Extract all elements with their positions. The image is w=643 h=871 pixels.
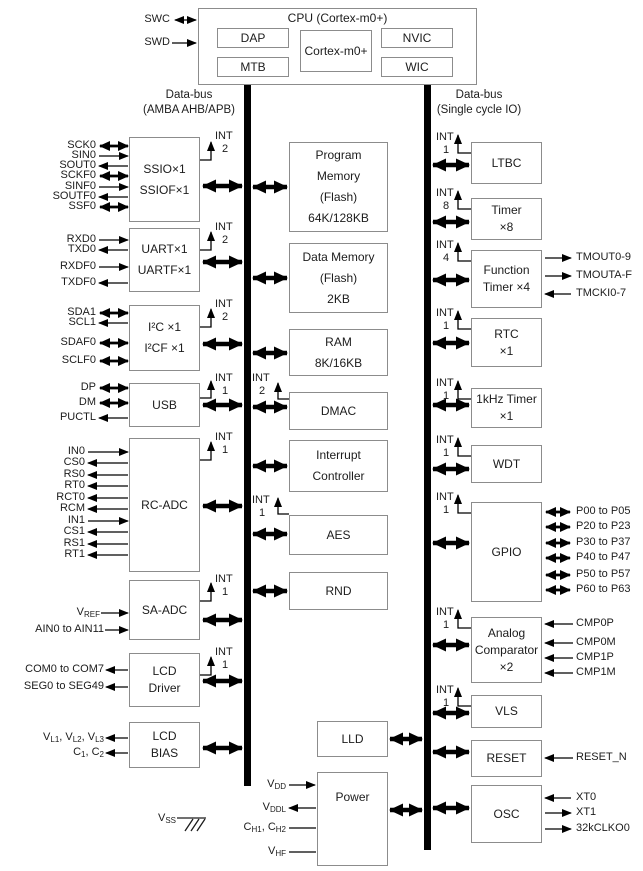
signal-label-rxd0: RXD0: [66, 233, 96, 245]
label-part: V: [267, 778, 275, 790]
block-ssio: [129, 137, 200, 222]
int-dmac: [252, 372, 270, 398]
block-rc-adc: [129, 438, 200, 572]
block-label: USB: [152, 397, 177, 412]
signal-label-rt0: RT0: [64, 479, 85, 491]
block-label: SA-ADC: [141, 602, 188, 617]
block-ltbc: [471, 142, 542, 184]
int-count: 8: [443, 200, 450, 212]
block-label: Timer: [491, 203, 522, 217]
int-arrow-ltbc: [458, 135, 471, 153]
int-count: 2: [259, 385, 266, 397]
int-arrow-rc-adc: [200, 442, 211, 460]
signal-label-dp: DP: [80, 381, 96, 393]
signal-label-p30-p37: P30 to P37: [576, 536, 631, 548]
ahb-bus-label: [134, 88, 244, 118]
block-label: Comparator: [474, 642, 539, 657]
label-part: V: [43, 731, 51, 743]
signal-label-vss: [120, 812, 176, 827]
block-dmac: [289, 392, 388, 430]
signal-label-vdd: [180, 778, 286, 793]
block-label: I²CF ×1: [144, 341, 185, 355]
block-label: ×2: [499, 659, 514, 674]
block-program-memory: [289, 142, 388, 232]
block-label: Function: [483, 263, 530, 277]
signal-label-p60-p63: P60 to P63: [576, 583, 631, 595]
block-label: LCD: [152, 729, 177, 743]
block-label: RAM: [325, 334, 352, 349]
block-label: BIAS: [150, 746, 179, 760]
ahb-apb-bus: [244, 85, 251, 786]
signal-label-rs1: RS1: [63, 537, 85, 549]
bus-label-line2: (AMBA AHB/APB): [142, 104, 236, 116]
int-arrow-ssio: [200, 142, 211, 160]
label-part: V: [76, 606, 84, 618]
label-part-sub: SS: [165, 816, 176, 825]
block-label: UART×1: [141, 242, 188, 256]
int-label: INT: [436, 187, 454, 199]
signal-label-cmp0m: CMP0M: [576, 636, 616, 648]
block-ram: [289, 329, 388, 376]
int-label: INT: [252, 372, 270, 384]
block-label: Memory: [316, 169, 361, 183]
signal-label-vl123: [8, 731, 104, 746]
int-arrow-function-timer: [458, 243, 471, 261]
int-arrow-sa-adc: [200, 583, 211, 601]
block-label: LTBC: [491, 155, 522, 170]
int-i2c: [215, 298, 233, 324]
block-label: DAP: [240, 30, 266, 45]
signal-label-reset-n: RESET_N: [576, 751, 627, 763]
block-label: RESET: [486, 751, 527, 765]
int-timer: [436, 187, 454, 213]
label-part: V: [157, 812, 166, 824]
int-ltbc: [436, 131, 454, 157]
signal-label-rct0: RCT0: [56, 491, 85, 503]
block-label: Data Memory: [302, 249, 375, 264]
label-part: V: [262, 801, 270, 813]
int-function-timer: [436, 239, 454, 265]
label-part: , V: [81, 731, 96, 743]
block-reset: [471, 740, 542, 777]
block-vls: [471, 695, 542, 728]
signal-label-sclf0: SCLF0: [61, 354, 96, 366]
int-arrow-vls: [458, 688, 471, 706]
block-label: WDT: [492, 456, 521, 471]
int-count: 1: [443, 320, 450, 332]
signal-label-rs0: RS0: [63, 468, 85, 480]
block-power: [317, 772, 388, 866]
signal-label-p20-p23: P20 to P23: [576, 520, 631, 532]
int-vls: [436, 684, 454, 710]
signal-label-ssf0: SSF0: [68, 200, 96, 212]
block-nvic: [381, 28, 453, 48]
int-arrow-gpio: [458, 495, 471, 513]
label-part: V: [267, 845, 276, 857]
int-arrow-aes: [278, 498, 289, 514]
block-label: RC-ADC: [141, 497, 188, 512]
block-i2c: [129, 305, 200, 371]
signal-label-xt0: XT0: [576, 791, 597, 803]
block-label: MTB: [240, 59, 266, 74]
int-rc-adc: [215, 431, 233, 457]
cpu-signal-arrows: [172, 20, 196, 43]
int-gpio: [436, 491, 454, 517]
int-rtc: [436, 307, 454, 333]
int-arrow-rtc: [458, 311, 471, 329]
int-count: 1: [443, 504, 450, 516]
signal-label-sckf0: SCKF0: [60, 169, 96, 181]
block-interrupt-controller: [289, 440, 388, 492]
block-gpio: [471, 502, 542, 602]
block-label: RND: [325, 583, 352, 598]
int-arrow-wdt: [458, 438, 471, 456]
signal-label-cmp0p: CMP0P: [576, 617, 614, 629]
int-sa-adc: [215, 573, 233, 599]
bus-label-line1: Data-bus: [165, 89, 213, 101]
int-count: 1: [443, 697, 450, 709]
signal-label-sinf0: SINF0: [64, 180, 96, 192]
block-analog-comparator: [471, 617, 542, 683]
signal-label-tmouta-f: TMOUTA-F: [576, 269, 633, 281]
block-label: I²C ×1: [147, 320, 181, 334]
int-wdt: [436, 434, 454, 460]
block-osc: [471, 785, 542, 843]
block-cortex-m0plus: [300, 30, 372, 72]
int-label: INT: [436, 131, 454, 143]
int-uart: [215, 221, 233, 247]
signal-label-sdaf0: SDAF0: [60, 336, 96, 348]
signal-label-32kclko0: 32kCLKO0: [576, 822, 630, 834]
int-count: 2: [222, 143, 229, 155]
int-count: 4: [443, 252, 450, 264]
block-label: RTC: [494, 326, 519, 341]
int-count: 1: [443, 619, 450, 631]
block-timer: [471, 198, 542, 240]
block-mtb: [217, 57, 289, 77]
block-label: 64K/128KB: [308, 211, 369, 225]
signal-label-puctl: PUCTL: [59, 411, 96, 423]
block-label: OSC: [493, 806, 520, 821]
label-part-sub: H1: [251, 825, 262, 834]
block-label: Interrupt: [316, 448, 361, 462]
power-pin-arrows: [289, 785, 316, 852]
int-label: INT: [215, 130, 233, 142]
signal-label-scl1: SCL1: [68, 316, 96, 328]
label-part-sub: DD: [274, 782, 286, 791]
block-data-memory: [289, 243, 388, 313]
cpu-title: CPU (Cortex-m0+): [287, 11, 388, 25]
block-uart: [129, 228, 200, 292]
block-label: Program: [315, 148, 362, 162]
signal-label-ain: AIN0 to AIN11: [35, 623, 104, 635]
label-part: , C: [261, 821, 276, 833]
int-ssio: [215, 130, 233, 156]
block-label: ×1: [499, 409, 514, 423]
label-part-sub: L2: [72, 735, 82, 744]
bus-label-line1: Data-bus: [455, 89, 503, 101]
signal-label-vhf: [180, 845, 286, 860]
block-label: DMAC: [320, 403, 357, 418]
block-label: (Flash): [319, 190, 358, 204]
io-bus-label: [424, 88, 534, 118]
int-label: INT: [436, 307, 454, 319]
int-label: INT: [215, 298, 233, 310]
int-label: INT: [215, 221, 233, 233]
signal-label-ch12: [180, 821, 286, 836]
signal-label-p50-p57: P50 to P57: [576, 568, 631, 580]
label-part-sub: H2: [275, 825, 286, 834]
block-label: ×8: [499, 220, 514, 234]
int-count: 1: [222, 444, 229, 456]
int-aes: [252, 494, 270, 520]
signal-label-sin0: SIN0: [71, 149, 96, 161]
signal-label-tmcki0-7: TMCKI0-7: [576, 287, 627, 299]
block-label: LLD: [341, 731, 364, 746]
block-label: SSIOF×1: [139, 182, 190, 197]
signal-label-soutf0: SOUTF0: [52, 190, 96, 202]
int-label: INT: [436, 491, 454, 503]
int-count: 1: [222, 586, 229, 598]
signal-label-in1: IN1: [67, 514, 85, 526]
signal-label-seg: SEG0 to SEG49: [23, 680, 104, 692]
int-label: INT: [436, 606, 454, 618]
int-count: 2: [222, 311, 229, 323]
block-lld: [317, 721, 388, 757]
int-arrow-analog-comparator: [458, 610, 471, 628]
int-count: 1: [222, 385, 229, 397]
label-part: C: [243, 821, 252, 833]
label-part-sub: DDL: [269, 805, 286, 814]
block-label: Analog: [487, 625, 526, 640]
signal-label-sck0: SCK0: [67, 139, 96, 151]
signal-label-in0: IN0: [67, 445, 85, 457]
block-lcd-bias: [129, 722, 200, 768]
block-dap: [217, 28, 289, 48]
block-usb: [129, 383, 200, 427]
signal-label-p40-p47: P40 to P47: [576, 551, 631, 563]
int-analog-comparator: [436, 606, 454, 632]
label-part: , C: [85, 746, 100, 758]
int-arrow-i2c: [200, 309, 211, 327]
block-label: AES: [326, 527, 351, 542]
signal-label-tmout0-9: TMOUT0-9: [576, 251, 631, 263]
block-function-timer: [471, 250, 542, 308]
signal-label-rt1: RT1: [64, 548, 85, 560]
block-label: UARTF×1: [137, 263, 192, 277]
int-count: 1: [443, 144, 450, 156]
block-label: VLS: [495, 704, 518, 718]
int-count: 1: [259, 507, 266, 519]
block-1khz-timer: [471, 388, 542, 428]
block-label: 1kHz Timer: [476, 392, 537, 406]
signal-label-txdf0: TXDF0: [61, 276, 96, 288]
block-rtc: [471, 318, 542, 367]
int-label: INT: [215, 372, 233, 384]
signal-label-sda1: SDA1: [67, 306, 96, 318]
bus-label-line2: (Single cycle IO): [436, 104, 522, 116]
int-arrow-timer: [458, 191, 471, 209]
label-part-sub: HF: [275, 849, 286, 858]
int-label: INT: [436, 377, 454, 389]
block-label: 2KB: [327, 291, 350, 306]
int-label: INT: [436, 434, 454, 446]
label-part-sub: REF: [84, 610, 100, 619]
block-rnd: [289, 572, 388, 610]
int-label: INT: [215, 646, 233, 658]
block-label: Power: [335, 790, 370, 804]
block-label: ×1: [499, 343, 514, 358]
block-label: GPIO: [491, 544, 522, 559]
int-label: INT: [215, 573, 233, 585]
signal-label-txd0: TXD0: [67, 243, 96, 255]
block-wic: [381, 57, 453, 77]
signal-label-sout0: SOUT0: [59, 159, 96, 171]
label-part-sub: L3: [95, 735, 104, 744]
single-cycle-io-bus: [424, 85, 431, 850]
int-label: INT: [215, 431, 233, 443]
int-label: INT: [436, 684, 454, 696]
signal-label-cs1: CS1: [63, 525, 85, 537]
block-label: SSIO×1: [143, 161, 186, 176]
signal-label-c12: [8, 746, 104, 761]
signal-label-dm: DM: [78, 396, 96, 408]
int-count: 2: [222, 234, 229, 246]
int-arrow-lcd-driver: [200, 657, 211, 675]
int-arrow-dmac: [278, 383, 289, 399]
block-sa-adc: [129, 580, 200, 640]
label-part-sub: 2: [99, 750, 104, 759]
label-part-sub: L1: [50, 735, 60, 744]
block-aes: [289, 515, 388, 555]
int-arrow-uart: [200, 232, 211, 250]
int-usb: [215, 372, 233, 398]
block-label: Controller: [312, 469, 365, 483]
label-part: C: [73, 746, 82, 758]
int-count: 1: [443, 447, 450, 459]
int-1khz-timer: [436, 377, 454, 403]
signal-label-cmp1m: CMP1M: [576, 666, 616, 678]
int-label: INT: [252, 494, 270, 506]
int-lcd-driver: [215, 646, 233, 672]
block-label: NVIC: [402, 30, 432, 45]
int-arrow-1khz-timer: [458, 381, 471, 399]
signal-label-rcm: RCM: [59, 502, 85, 514]
signal-label-vref: [8, 606, 100, 621]
signal-label-p00-p05: P00 to P05: [576, 505, 631, 517]
block-label: Timer ×4: [482, 280, 531, 294]
signal-label-cmp1p: CMP1P: [576, 651, 614, 663]
signal-label-swc: SWC: [144, 13, 170, 25]
block-label: Driver: [148, 681, 181, 695]
signal-label-swd: SWD: [144, 36, 170, 48]
block-lcd-driver: [129, 653, 200, 707]
right-pin-arrows: [545, 258, 573, 829]
int-count: 1: [443, 390, 450, 402]
signal-label-com: COM0 to COM7: [25, 663, 104, 675]
block-label: Cortex-m0+: [304, 43, 368, 58]
signal-label-vddl: [180, 801, 286, 816]
int-label: INT: [436, 239, 454, 251]
signal-label-cs0: CS0: [63, 456, 85, 468]
block-label: LCD: [152, 664, 177, 678]
block-label: WIC: [405, 59, 429, 74]
int-arrow-usb: [200, 381, 211, 398]
label-part-sub: 1: [81, 750, 86, 759]
signal-label-rxdf0: RXDF0: [59, 260, 96, 272]
label-part: , V: [59, 731, 73, 743]
block-wdt: [471, 445, 542, 483]
int-count: 1: [222, 659, 229, 671]
block-label: (Flash): [319, 270, 358, 285]
block-label: 8K/16KB: [314, 355, 363, 370]
signal-label-xt1: XT1: [576, 806, 597, 818]
